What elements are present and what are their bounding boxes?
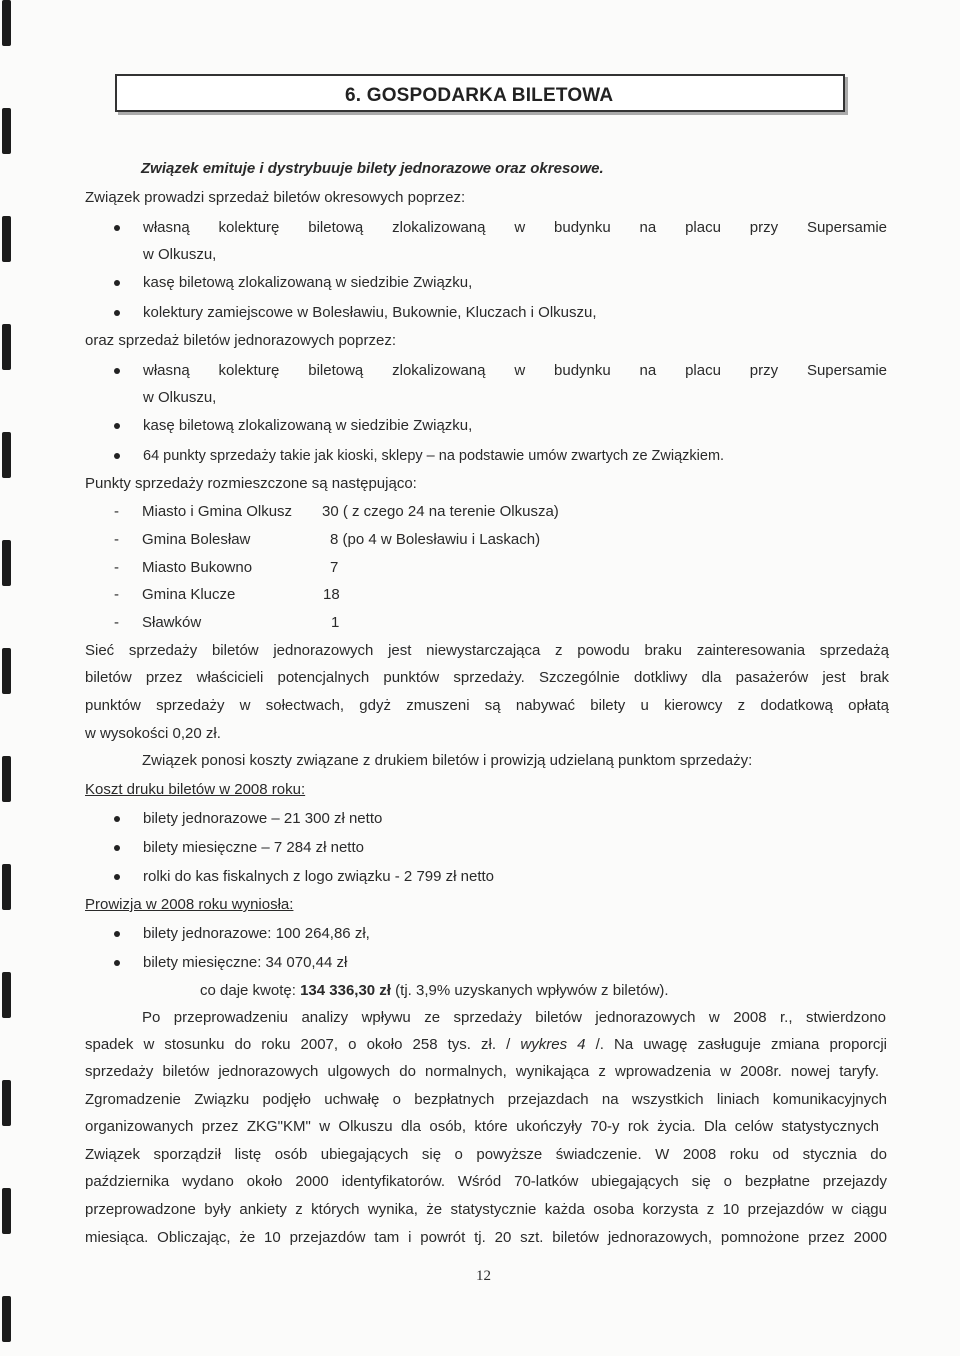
paragraph-line: [85, 1036, 887, 1054]
bullet: [114, 423, 120, 429]
list-item: kolektury zamiejscowe w Bolesławiu, Bukownie, Kluczach i Olkuszu,: [143, 304, 597, 321]
bullet: [114, 225, 120, 231]
binding-holes: [0, 0, 18, 1356]
paragraph-line: Związek prowadzi sprzedaż biletów okresowych poprzez:: [85, 189, 466, 206]
table-place: Miasto i Gmina Olkusz: [142, 503, 293, 520]
table-dash: -: [114, 586, 119, 603]
bullet: [114, 845, 120, 851]
paragraph-line: Sieć sprzedaży biletów jednorazowych jest niewystarczająca z powodu braku zainteresowania sprzedażą: [85, 642, 889, 659]
section-title: 6. GOSPODARKA BILETOWA: [345, 85, 614, 106]
text-span: spadek w stosunku do roku 2007, o około 258 tys. zł. /: [85, 1036, 521, 1053]
total-suffix: (tj. 3,9% uzyskanych wpływów z biletów).: [390, 982, 669, 999]
list-item: własną kolekturę biletową zlokalizowaną w budynku na placu przy Supersamie: [143, 219, 887, 236]
table-count: 18: [323, 586, 340, 603]
total-line: [200, 982, 669, 1000]
bullet: [114, 874, 120, 880]
text-span: /. Na uwagę zasługuje zmiana proporcji: [585, 1036, 887, 1053]
paragraph-line: oraz sprzedaż biletów jednorazowych poprzez:: [85, 332, 396, 349]
table-dash: -: [114, 531, 119, 548]
paragraph-line: przeprowadzone były ankiety z których wynika, że statystycznie każda osoba korzysta z 10 przejazdów w ciągu: [85, 1201, 887, 1218]
chart-reference: wykres 4: [520, 1036, 586, 1053]
paragraph-line: października wydano około 2000 identyfikatorów. Wśród 70-latków ubiegających się o bezpłatne przejazdy: [85, 1173, 887, 1190]
bullet: [114, 310, 120, 316]
table-place: Gmina Klucze: [142, 586, 236, 603]
list-item: 64 punkty sprzedaży takie jak kioski, sklepy – na podstawie umów zwartych ze Związkiem.: [143, 448, 725, 464]
bullet: [114, 960, 120, 966]
list-item: bilety jednorazowe – 21 300 zł netto: [143, 810, 383, 827]
paragraph-line: organizowanych przez ZKG"KM" w Olkuszu dla osób, które ukończyły 70-y rok życia. Dla celów statystycznych: [85, 1118, 879, 1135]
list-item: rolki do kas fiskalnych z logo związku - 2 799 zł netto: [143, 868, 494, 885]
paragraph-line: biletów przez właścicieli potencjalnych punktów sprzedaży. Szczególnie dotkliwy dla pasażerów jest brak: [85, 669, 889, 686]
bullet: [114, 931, 120, 937]
paragraph-line: Związek ponosi koszty związane z drukiem biletów i prowizją udzielaną punktom sprzedaży:: [142, 752, 753, 769]
intro-line: Związek emituje i dystrybuuje bilety jednorazowe oraz okresowe.: [141, 160, 604, 177]
list-item-cont: w Olkuszu,: [143, 389, 217, 406]
table-place: Sławków: [142, 614, 202, 631]
table-count: 7: [330, 559, 339, 576]
list-item: bilety miesięczne: 34 070,44 zł: [143, 954, 348, 971]
paragraph-line: miesiąca. Obliczając, że 10 przejazdów tam i powrót tj. 20 szt. biletów jednorazowych, pomnożone przez 2000: [85, 1229, 887, 1246]
table-place: Miasto Bukowno: [142, 559, 253, 576]
table-count: 8 (po 4 w Bolesławiu i Laskach): [330, 531, 541, 548]
paragraph-line: Po przeprowadzeniu analizy wpływu ze sprzedaży biletów jednorazowych w 2008 r., stwierdzono: [142, 1009, 886, 1026]
paragraph-line: Punkty sprzedaży rozmieszczone są następująco:: [85, 475, 417, 492]
paragraph-line: Związek sporządził listę osób ubiegających się o powyższe świadczenie. W 2008 roku od stycznia do: [85, 1146, 887, 1163]
table-dash: -: [114, 503, 119, 520]
bullet: [114, 453, 120, 459]
total-amount: 134 336,30 zł: [300, 982, 391, 999]
bullet: [114, 816, 120, 822]
paragraph-line: punktów sprzedaży w sołectwach, gdyż zmuszeni są nabywać bilety u kierowcy z dodatkową opłatą: [85, 697, 889, 714]
list-item: kasę biletową zlokalizowaną w siedzibie Związku,: [143, 417, 473, 434]
paragraph-line: w wysokości 0,20 zł.: [85, 725, 221, 742]
table-dash: -: [114, 614, 119, 631]
paragraph-line: sprzedaży biletów jednorazowych ulgowych do normalnych, wynikająca z wprowadzenia w 2008r. nowej taryfy.: [85, 1063, 879, 1080]
bullet: [114, 368, 120, 374]
list-item: bilety jednorazowe: 100 264,86 zł,: [143, 925, 370, 942]
bullet: [114, 280, 120, 286]
list-item: własną kolekturę biletową zlokalizowaną w budynku na placu przy Supersamie: [143, 362, 887, 379]
subheading-print-cost: Koszt druku biletów w 2008 roku:: [85, 781, 306, 798]
total-prefix: co daje kwotę:: [200, 982, 301, 999]
table-count: 1: [331, 614, 340, 631]
paragraph-line: Zgromadzenie Związku podjęło uchwałę o bezpłatnych przejazdach na wszystkich liniach komunikacyjnych: [85, 1091, 887, 1108]
subheading-commission: Prowizja w 2008 roku wyniosła:: [85, 896, 294, 913]
list-item: kasę biletową zlokalizowaną w siedzibie Związku,: [143, 274, 473, 291]
table-count: 30 ( z czego 24 na terenie Olkusza): [322, 503, 559, 520]
table-place: Gmina Bolesław: [142, 531, 251, 548]
page-number: 12: [476, 1268, 491, 1284]
list-item-cont: w Olkuszu,: [143, 246, 217, 263]
list-item: bilety miesięczne – 7 284 zł netto: [143, 839, 364, 856]
section-header: [115, 74, 845, 112]
table-dash: -: [114, 559, 119, 576]
